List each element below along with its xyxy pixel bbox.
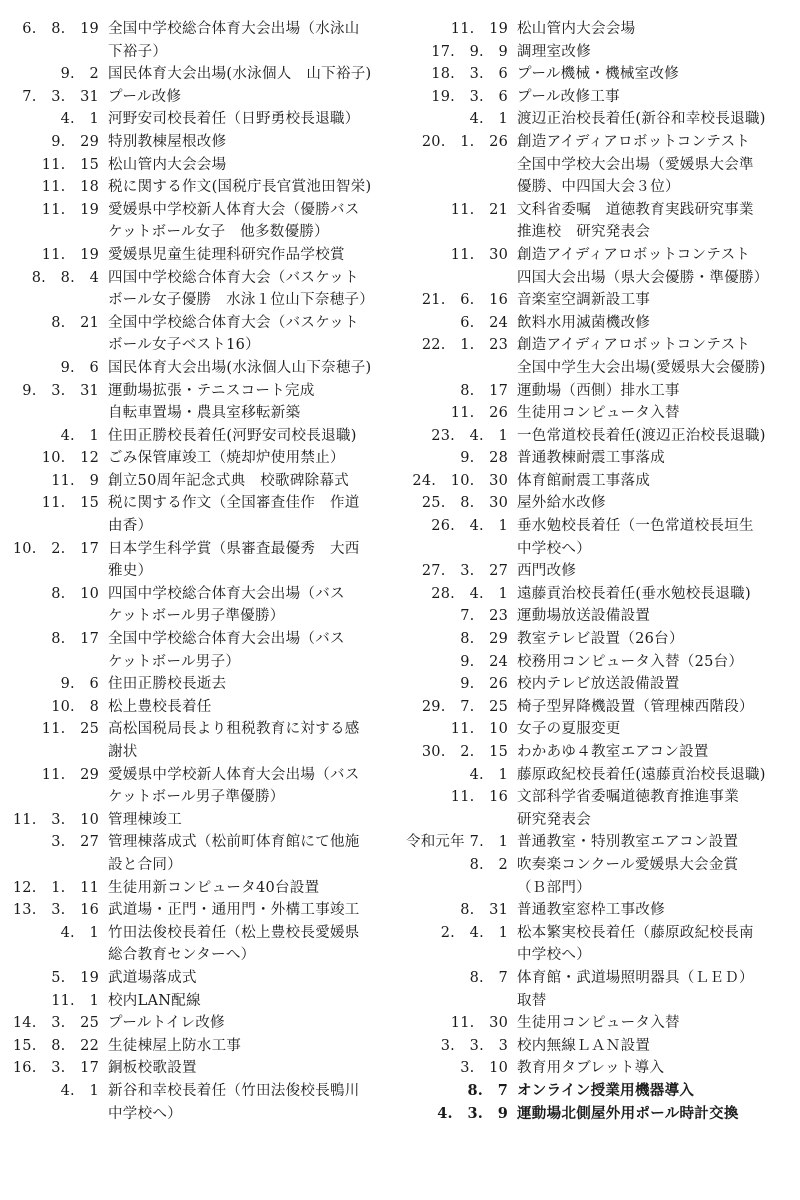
- history-column-right: [398, 18, 796, 1125]
- entry-text: オンライン授業用機器導入: [517, 1081, 695, 1099]
- history-entry: [398, 741, 796, 764]
- history-entry: [0, 1012, 392, 1035]
- entry-text: 創造アイディアロボットコンテスト 全国中学校大会出場（愛媛県大会準 優勝、中四国大会３位）: [517, 133, 754, 196]
- entry-text: 一色常道校長着任(渡辺正治校長退職): [517, 427, 766, 444]
- history-entry: [398, 425, 796, 448]
- entry-text: プールトイレ改修: [108, 1015, 225, 1032]
- history-entry: [398, 922, 796, 967]
- entry-text: 生徒棟屋上防水工事: [108, 1037, 242, 1054]
- entry-date: 30. 2. 15: [421, 744, 508, 760]
- entry-date: 4. 1: [60, 1082, 99, 1099]
- history-entry: [398, 718, 796, 741]
- entry-text: 校内LAN配線: [108, 992, 201, 1009]
- entry-date: 2. 4. 1: [440, 924, 508, 941]
- entry-date: 11. 25: [41, 721, 99, 738]
- entry-date: 7. 3. 31: [22, 88, 99, 105]
- history-entry: [0, 831, 392, 876]
- history-entry: [0, 1057, 392, 1080]
- history-entry: [398, 1035, 796, 1058]
- entry-date: 19. 3. 6: [431, 88, 508, 105]
- entry-date: 11. 10: [450, 721, 508, 738]
- history-entry: [398, 1080, 796, 1103]
- entry-text: 愛媛県中学校新人体育大会（優勝バス ケットボール女子 他多数優勝）: [108, 201, 360, 241]
- entry-date: 11. 26: [450, 405, 508, 422]
- entry-text: 校内無線ＬＡＮ設置: [517, 1037, 651, 1054]
- history-entry: [398, 447, 796, 470]
- history-entry: [0, 131, 392, 154]
- entry-date: 6. 8. 19: [22, 21, 99, 37]
- entry-date: 9. 28: [460, 450, 508, 467]
- history-entry: [0, 696, 392, 719]
- entry-text: 運動場拡張・テニスコート完成 自転車置場・農具室移転新築: [108, 382, 315, 422]
- entry-date: 10. 12: [41, 450, 99, 467]
- entry-date: 8. 31: [460, 902, 508, 919]
- entry-date: 20. 1. 26: [421, 133, 508, 150]
- entry-text: 普通教棟耐震工事落成: [517, 450, 665, 467]
- entry-text: 武道場落成式: [108, 969, 197, 986]
- entry-text: 音楽室空調新設工事: [517, 292, 651, 309]
- entry-text: 松山管内大会会場: [517, 21, 636, 37]
- history-entry: [0, 470, 392, 493]
- entry-text: 高松国税局長より租税教育に対する感 謝状: [108, 721, 360, 760]
- history-entry: [398, 199, 796, 244]
- entry-date: 8. 21: [51, 314, 99, 331]
- history-entry: [398, 673, 796, 696]
- entry-date: 3. 27: [51, 834, 99, 851]
- history-entry: [0, 267, 392, 312]
- entry-date: 7. 23: [460, 608, 508, 625]
- entry-text: 渡辺正治校長着任(新谷和幸校長退職): [517, 111, 766, 128]
- entry-date: 8. 17: [51, 631, 99, 648]
- entry-text: 新谷和幸校長着任（竹田法俊校長鴨川 中学校へ）: [108, 1082, 360, 1122]
- history-entry: [398, 402, 796, 425]
- entry-date: 4. 1: [469, 766, 508, 783]
- history-entry: [398, 1103, 796, 1126]
- entry-text: プール改修工事: [517, 88, 620, 105]
- entry-date: 28. 4. 1: [431, 585, 508, 602]
- history-entry: [398, 41, 796, 64]
- entry-text: 運動場北側屋外用ポール時計交換: [517, 1104, 739, 1122]
- entry-date: 10. 8: [51, 698, 99, 715]
- entry-text: 教室テレビ設置（26台）: [517, 631, 684, 648]
- history-entry: [398, 515, 796, 560]
- history-entry: [0, 447, 392, 470]
- history-entry: [0, 154, 392, 177]
- entry-text: 遠藤貢治校長着任(垂水勉校長退職): [517, 585, 751, 602]
- entry-text: 日本学生科学賞（県審査最優秀 大西 雅史）: [108, 540, 360, 580]
- entry-date: 11. 9: [51, 472, 99, 489]
- entry-text: 管理棟落成式（松前町体育館にて他施 設と合同）: [108, 834, 360, 873]
- history-entry: [0, 1035, 392, 1058]
- entry-text: 生徒用コンピュータ入替: [517, 405, 680, 422]
- history-entry: [398, 628, 796, 651]
- history-entry: [398, 764, 796, 787]
- entry-date: 4. 3. 9: [437, 1104, 508, 1122]
- entry-date: 4. 1: [60, 427, 99, 444]
- history-entry: [0, 425, 392, 448]
- history-entry: [0, 718, 392, 763]
- entry-text: 住田正勝校長逝去: [108, 676, 227, 693]
- entry-date: 11. 3. 10: [12, 811, 99, 828]
- entry-date: 9. 6: [60, 676, 99, 693]
- entry-date: 15. 8. 22: [12, 1037, 99, 1054]
- entry-text: 女子の夏服変更: [517, 721, 621, 738]
- entry-date: 24. 10. 30: [412, 472, 508, 489]
- entry-text: 運動場（西側）排水工事: [517, 382, 680, 399]
- entry-date: 11. 19: [41, 246, 99, 263]
- history-entry: [398, 1012, 796, 1035]
- entry-text: 飲料水用滅菌機改修: [517, 314, 651, 331]
- entry-date: 29. 7. 25: [421, 698, 508, 715]
- entry-text: 生徒用コンピュータ入替: [517, 1015, 680, 1032]
- history-entry: [0, 877, 392, 900]
- entry-text: 創立50周年記念式典 校歌碑除幕式: [108, 472, 350, 489]
- entry-date: 8. 10: [51, 585, 99, 602]
- history-entry: [398, 380, 796, 403]
- entry-date: 3. 10: [460, 1060, 508, 1077]
- history-entry: [0, 583, 392, 628]
- history-entry: [398, 244, 796, 289]
- entry-text: 住田正勝校長着任(河野安司校長退職): [108, 427, 357, 444]
- history-entry: [0, 538, 392, 583]
- entry-date: 8. 2: [469, 856, 508, 873]
- entry-date: 4. 1: [60, 111, 99, 128]
- history-entry: [0, 244, 392, 267]
- entry-date: 11. 30: [450, 1015, 508, 1032]
- entry-date: 11. 19: [450, 21, 508, 37]
- entry-text: 全国中学校総合体育大会（バスケット ボール女子ベスト16）: [108, 314, 359, 354]
- history-entry: [398, 289, 796, 312]
- entry-date: 18. 3. 6: [431, 66, 508, 83]
- history-entry: [398, 831, 796, 854]
- entry-date: 9. 3. 31: [22, 382, 99, 399]
- entry-text: 松山管内大会会場: [108, 156, 227, 173]
- history-entry: [398, 86, 796, 109]
- entry-text: 全国中学校総合体育大会出場（水泳山 下裕子）: [108, 21, 360, 60]
- entry-date: 6. 24: [460, 314, 508, 331]
- entry-date: 9. 6: [60, 359, 99, 376]
- entry-date: 11. 19: [41, 201, 99, 218]
- entry-date: 22. 1. 23: [421, 337, 508, 354]
- entry-date: 3. 3. 3: [440, 1037, 508, 1054]
- history-entry: [398, 18, 796, 41]
- history-entry: [0, 86, 392, 109]
- entry-text: 西門改修: [517, 563, 577, 580]
- entry-date: 14. 3. 25: [12, 1015, 99, 1032]
- entry-date: 11. 18: [41, 179, 99, 196]
- entry-date: 11. 29: [41, 766, 99, 783]
- entry-text: 藤原政紀校長着任(遠藤貢治校長退職): [517, 766, 766, 783]
- entry-date: 8. 29: [460, 631, 508, 648]
- entry-date: 13. 3. 16: [12, 902, 99, 919]
- history-entry: [398, 1057, 796, 1080]
- history-entry: [398, 560, 796, 583]
- entry-text: 文科省委嘱 道徳教育実践研究事業 推進校 研究発表会: [517, 201, 754, 241]
- history-entry: [0, 809, 392, 832]
- entry-text: 創造アイディアロボットコンテスト 四国大会出場（県大会優勝・準優勝）: [517, 246, 769, 286]
- history-entry: [398, 583, 796, 606]
- history-entry: [0, 628, 392, 673]
- entry-text: 生徒用新コンピュータ40台設置: [108, 879, 320, 896]
- entry-date: 4. 1: [60, 924, 99, 941]
- entry-date: 8. 8. 4: [31, 269, 99, 286]
- entry-text: 愛媛県児童生徒理科研究作品学校賞: [108, 246, 345, 263]
- history-entry: [0, 199, 392, 244]
- entry-date: 9. 26: [460, 676, 508, 693]
- history-entry: [0, 18, 392, 63]
- history-entry: [398, 131, 796, 199]
- entry-text: わかあゆ４教室エアコン設置: [517, 744, 709, 760]
- history-entry: [398, 899, 796, 922]
- entry-date: 9. 24: [460, 653, 508, 670]
- history-entry: [398, 108, 796, 131]
- history-entry: [398, 63, 796, 86]
- history-entry: [398, 334, 796, 379]
- entry-date: 27. 3. 27: [421, 563, 508, 580]
- history-entry: [0, 380, 392, 425]
- history-entry: [0, 63, 392, 86]
- entry-text: 税に関する作文(国税庁長官賞池田智栄): [108, 179, 372, 196]
- history-entry: [0, 899, 392, 922]
- history-entry: [0, 312, 392, 357]
- entry-date: 11. 16: [450, 789, 508, 806]
- entry-text: 体育館耐震工事落成: [517, 472, 651, 489]
- entry-text: 運動場放送設備設置: [517, 608, 651, 625]
- entry-text: 四国中学校総合体育大会（バスケット ボール女子優勝 水泳１位山下奈穂子）: [108, 269, 375, 309]
- entry-date: 11. 15: [41, 156, 99, 173]
- history-entry: [0, 967, 392, 990]
- entry-date: 4. 1: [469, 111, 508, 128]
- entry-text: 河野安司校長着任（日野勇校長退職）: [108, 111, 360, 128]
- entry-text: 教育用タブレット導入: [517, 1060, 665, 1077]
- entry-date: 12. 1. 11: [12, 879, 99, 896]
- entry-date: 令和元年 7. 1: [406, 834, 508, 851]
- entry-date: 8. 7: [469, 969, 508, 986]
- history-entry: [398, 651, 796, 674]
- entry-text: 調理室改修: [517, 43, 591, 60]
- entry-date: 9. 2: [60, 66, 99, 83]
- history-entry: [0, 357, 392, 380]
- entry-date: 8. 17: [460, 382, 508, 399]
- entry-text: 椅子型昇降機設置（管理棟西階段）: [517, 698, 754, 715]
- entry-date: 9. 29: [51, 133, 99, 150]
- entry-text: 校内テレビ放送設備設置: [517, 676, 680, 693]
- entry-date: 8. 7: [467, 1081, 508, 1099]
- history-entry: [0, 492, 392, 537]
- entry-text: 竹田法俊校長着任（松上豊校長愛媛県 総合教育センターへ）: [108, 924, 360, 964]
- entry-text: 校務用コンピュータ入替（25台）: [517, 653, 744, 670]
- history-entry: [398, 967, 796, 1012]
- history-entry: [398, 696, 796, 719]
- entry-text: 管理棟竣工: [108, 811, 182, 828]
- entry-text: プール改修: [108, 88, 182, 105]
- entry-text: 屋外給水改修: [517, 495, 606, 512]
- entry-date: 23. 4. 1: [431, 427, 508, 444]
- entry-date: 10. 2. 17: [12, 540, 99, 557]
- entry-date: 26. 4. 1: [431, 518, 508, 535]
- history-entry: [0, 176, 392, 199]
- history-entry: [0, 990, 392, 1013]
- entry-date: 5. 19: [51, 969, 99, 986]
- entry-date: 11. 15: [41, 495, 99, 512]
- entry-text: 愛媛県中学校新人体育大会出場（バス ケットボール男子準優勝）: [108, 766, 360, 806]
- entry-text: 税に関する作文（全国審査佳作 作道 由香）: [108, 495, 360, 535]
- entry-text: 普通教室・特別教室エアコン設置: [517, 834, 739, 851]
- history-entry: [398, 605, 796, 628]
- entry-text: 国民体育大会出場(水泳個人山下奈穂子): [108, 359, 372, 376]
- history-entry: [398, 312, 796, 335]
- entry-date: 21. 6. 16: [421, 292, 508, 309]
- entry-date: 17. 9. 9: [431, 43, 508, 60]
- entry-date: 11. 30: [450, 246, 508, 263]
- entry-text: 文部科学省委嘱道徳教育推進事業 研究発表会: [517, 789, 739, 828]
- entry-date: 16. 3. 17: [12, 1060, 99, 1077]
- entry-date: 25. 8. 30: [421, 495, 508, 512]
- history-entry: [0, 922, 392, 967]
- history-entry: [398, 854, 796, 899]
- entry-text: 垂水勉校長着任（一色常道校長垣生 中学校へ）: [517, 518, 754, 557]
- history-column-left: [0, 18, 392, 1125]
- entry-text: 松本繁実校長着任（藤原政紀校長南 中学校へ）: [517, 924, 754, 964]
- history-entry: [0, 108, 392, 131]
- history-entry: [398, 786, 796, 831]
- entry-date: 11. 1: [51, 992, 99, 1009]
- entry-text: 国民体育大会出場(水泳個人 山下裕子): [108, 66, 372, 83]
- entry-text: ごみ保管庫竣工（焼却炉使用禁止）: [108, 450, 345, 467]
- entry-text: 吹奏楽コンクール愛媛県大会金賞 （Ｂ部門）: [517, 856, 739, 896]
- entry-date: 11. 21: [450, 201, 508, 218]
- history-entry: [0, 1080, 392, 1125]
- entry-text: 全国中学校総合体育大会出場（バス ケットボール男子）: [108, 631, 345, 670]
- entry-text: 武道場・正門・通用門・外構工事竣工: [108, 902, 360, 919]
- history-entry: [398, 492, 796, 515]
- entry-text: プール機械・機械室改修: [517, 66, 680, 83]
- entry-text: 創造アイディアロボットコンテスト 全国中学生大会出場(愛媛県大会優勝): [517, 337, 766, 376]
- entry-text: 松上豊校長着任: [108, 698, 212, 715]
- history-entry: [0, 673, 392, 696]
- history-entry: [398, 470, 796, 493]
- entry-text: 特別教棟屋根改修: [108, 133, 227, 150]
- entry-text: 体育館・武道場照明器具（ＬＥＤ） 取替: [517, 969, 754, 1009]
- entry-text: 銅板校歌設置: [108, 1060, 197, 1077]
- history-entry: [0, 764, 392, 809]
- entry-text: 普通教室窓枠工事改修: [517, 902, 665, 919]
- entry-text: 四国中学校総合体育大会出場（バス ケットボール男子準優勝）: [108, 585, 345, 625]
